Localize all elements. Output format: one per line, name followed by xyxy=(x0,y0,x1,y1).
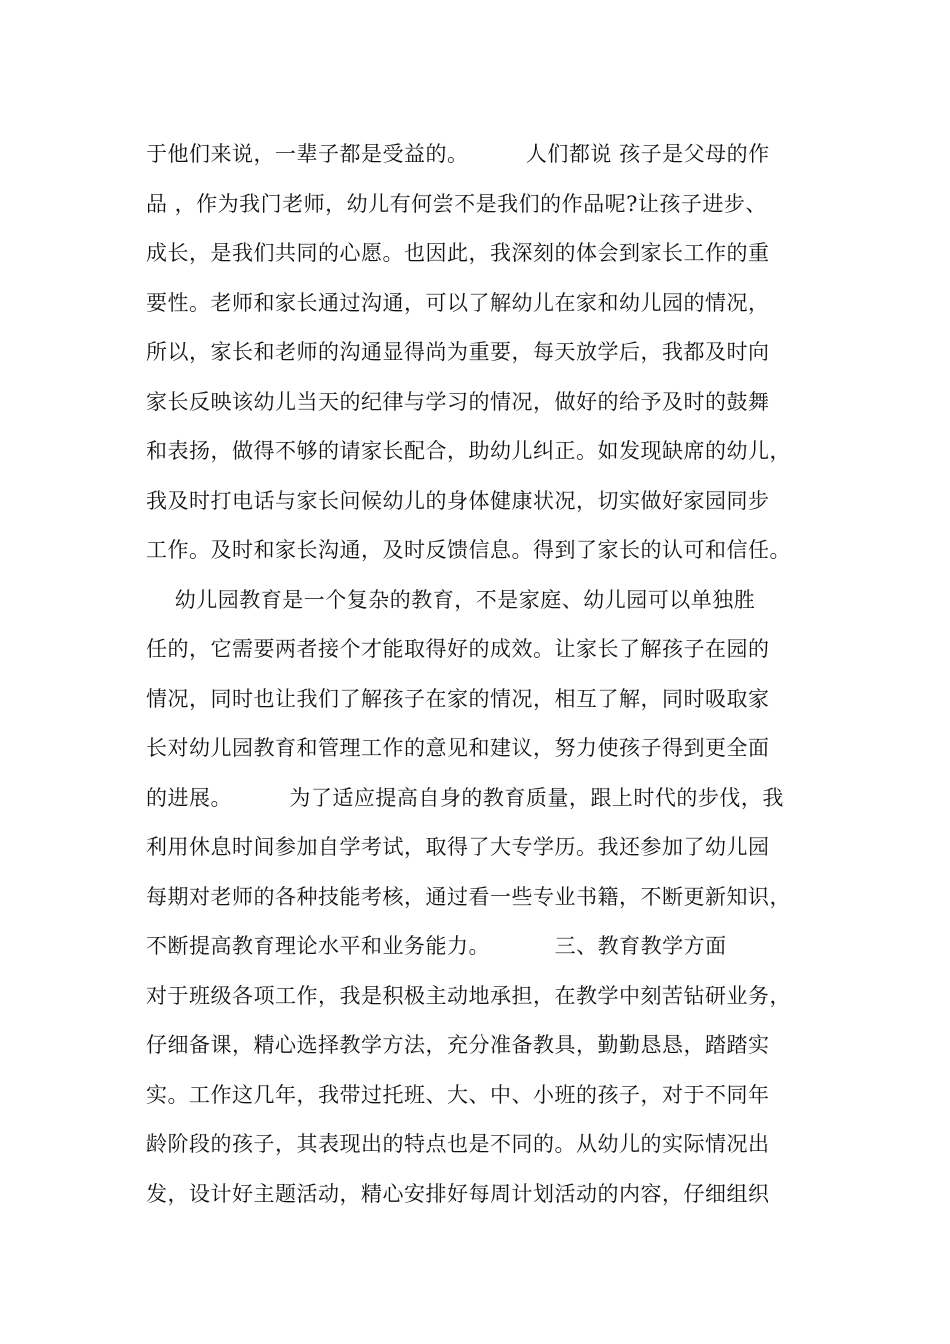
text-line: 工作。及时和家长沟通，及时反馈信息。得到了家长的认可和信任。 xyxy=(146,538,791,562)
body-text xyxy=(146,130,826,1219)
text-line: 发，设计好主题活动，精心安排好每周计划活动的内容，仔细组织 xyxy=(146,1181,770,1206)
text-line: 成长，是我们共同的心愿。也因此，我深刻的体会到家长工作的重 xyxy=(146,241,770,265)
text-line: 不断提高教育理论水平和业务能力。 三、教育教学方面 xyxy=(146,934,727,958)
text-line: 龄阶段的孩子，其表现出的特点也是不同的。从幼儿的实际情况出 xyxy=(146,1132,770,1156)
text-line: 我及时打电话与家长问候幼儿的身体健康状况，切实做好家园同步 xyxy=(146,488,770,513)
text-line: 和表扬，做得不够的请家长配合，助幼儿纠正。如发现缺席的幼儿， xyxy=(146,439,791,463)
text-line: 利用休息时间参加自学考试，取得了大专学历。我还参加了幼儿园 xyxy=(146,835,770,859)
text-line: 对于班级各项工作，我是积极主动地承担，在教学中刻苦钻研业务， xyxy=(146,983,791,1008)
text-line: 情况，同时也让我们了解孩子在家的情况，相互了解，同时吸取家 xyxy=(146,686,770,711)
text-line: 于他们来说，一辈子都是受益的。 人们都说 孩子是父母的作 xyxy=(146,142,770,166)
text-line: 每期对老师的各种技能考核，通过看一些专业书籍，不断更新知识， xyxy=(146,884,791,909)
text-line: 所以，家长和老师的沟通显得尚为重要，每天放学后，我都及时向 xyxy=(146,340,770,364)
text-line: 任的，它需要两者接个才能取得好的成效。让家长了解孩子在园的 xyxy=(146,637,770,661)
text-line: 实。工作这几年，我带过托班、大、中、小班的孩子，对于不同年 xyxy=(146,1082,770,1107)
text-line: 品 ，作为我门老师，幼儿有何尝不是我们的作品呢?让孩子进步、 xyxy=(146,191,767,216)
text-line: 长对幼儿园教育和管理工作的意见和建议，努力使孩子得到更全面 xyxy=(146,736,770,760)
text-line: 的进展。 为了适应提高自身的教育质量，跟上时代的步伐，我 xyxy=(146,785,784,810)
text-line: 家长反映该幼儿当天的纪律与学习的情况，做好的给予及时的鼓舞 xyxy=(146,389,770,414)
text-line: 要性。老师和家长通过沟通，可以了解幼儿在家和幼儿园的情况， xyxy=(146,290,770,315)
text-line: 仔细备课，精心选择教学方法，充分准备教具，勤勤恳恳，踏踏实 xyxy=(146,1033,770,1057)
text-line: 幼儿园教育是一个复杂的教育，不是家庭、幼儿园可以单独胜 xyxy=(146,587,756,612)
